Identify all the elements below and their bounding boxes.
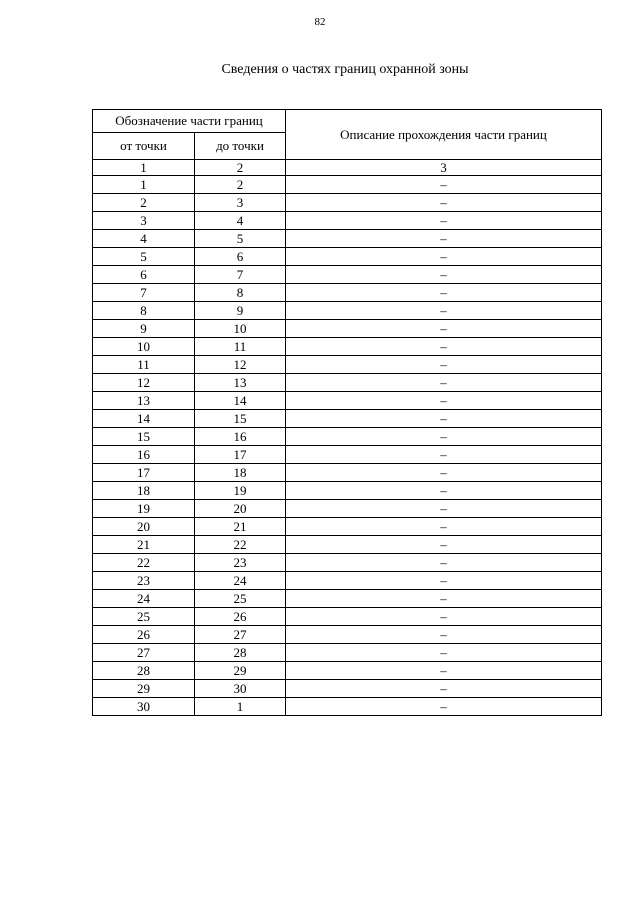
to-point-cell: 4 — [195, 212, 286, 230]
table-row — [93, 284, 602, 302]
table-row — [93, 608, 602, 626]
to-point-cell: 20 — [195, 500, 286, 518]
description-cell: – — [286, 590, 602, 608]
table-row — [93, 428, 602, 446]
from-point-cell: 2 — [93, 194, 195, 212]
table-row — [93, 536, 602, 554]
description-cell: – — [286, 536, 602, 554]
from-point-cell: 9 — [93, 320, 195, 338]
from-point-cell: 17 — [93, 464, 195, 482]
from-point-cell: 5 — [93, 248, 195, 266]
to-point-cell: 7 — [195, 266, 286, 284]
to-point-cell: 5 — [195, 230, 286, 248]
to-point-cell: 28 — [195, 644, 286, 662]
description-cell: – — [286, 428, 602, 446]
table-row — [93, 212, 602, 230]
description-cell: – — [286, 482, 602, 500]
description-cell: – — [286, 626, 602, 644]
page-number: 82 — [314, 16, 326, 28]
to-point-cell: 22 — [195, 536, 286, 554]
table-row — [93, 698, 602, 716]
description-cell: – — [286, 608, 602, 626]
description-cell: – — [286, 284, 602, 302]
from-point-cell: 16 — [93, 446, 195, 464]
table-row — [93, 554, 602, 572]
designation-header: Обозначение части границ — [93, 110, 286, 133]
from-point-cell: 29 — [93, 680, 195, 698]
table-row — [93, 356, 602, 374]
from-point-cell: 8 — [93, 302, 195, 320]
description-cell: – — [286, 410, 602, 428]
table-row — [93, 482, 602, 500]
description-cell: – — [286, 500, 602, 518]
description-cell: – — [286, 302, 602, 320]
table-row — [93, 320, 602, 338]
from-point-cell: 11 — [93, 356, 195, 374]
to-point-cell: 12 — [195, 356, 286, 374]
description-cell: – — [286, 464, 602, 482]
to-point-cell: 9 — [195, 302, 286, 320]
table-row — [93, 590, 602, 608]
from-point-cell: 4 — [93, 230, 195, 248]
from-point-cell: 28 — [93, 662, 195, 680]
to-point-cell: 21 — [195, 518, 286, 536]
from-point-cell: 1 — [93, 176, 195, 194]
to-point-cell: 15 — [195, 410, 286, 428]
description-cell: – — [286, 680, 602, 698]
table-body — [93, 160, 602, 716]
table-row — [93, 302, 602, 320]
to-point-cell: 19 — [195, 482, 286, 500]
from-point-cell: 18 — [93, 482, 195, 500]
table-row — [93, 248, 602, 266]
boundary-parts-table — [92, 109, 602, 716]
to-point-cell: 23 — [195, 554, 286, 572]
to-point-cell: 17 — [195, 446, 286, 464]
table-row — [93, 626, 602, 644]
to-point-cell: 26 — [195, 608, 286, 626]
table-row — [93, 644, 602, 662]
description-cell: – — [286, 194, 602, 212]
document-title: Сведения о частях границ охранной зоны — [221, 62, 469, 77]
from-point-cell: 12 — [93, 374, 195, 392]
to-point-cell: 30 — [195, 680, 286, 698]
from-point-cell: 25 — [93, 608, 195, 626]
description-cell: – — [286, 644, 602, 662]
column-number: 1 — [93, 160, 195, 176]
table-row — [93, 230, 602, 248]
from-point-cell: 6 — [93, 266, 195, 284]
from-point-cell: 20 — [93, 518, 195, 536]
to-point-cell: 13 — [195, 374, 286, 392]
description-cell: – — [286, 248, 602, 266]
description-cell: – — [286, 176, 602, 194]
table-row — [93, 410, 602, 428]
column-number: 3 — [286, 160, 602, 176]
from-point-cell: 24 — [93, 590, 195, 608]
column-number: 2 — [195, 160, 286, 176]
description-cell: – — [286, 230, 602, 248]
table-header — [93, 110, 602, 160]
table-row — [93, 176, 602, 194]
table-row — [93, 680, 602, 698]
table-row — [93, 338, 602, 356]
description-cell: – — [286, 446, 602, 464]
from-point-cell: 30 — [93, 698, 195, 716]
from-point-cell: 7 — [93, 284, 195, 302]
table-row — [93, 500, 602, 518]
from-point-cell: 19 — [93, 500, 195, 518]
table-row — [93, 374, 602, 392]
description-cell: – — [286, 266, 602, 284]
to-point-cell: 1 — [195, 698, 286, 716]
column-number-row — [93, 160, 602, 176]
description-cell: – — [286, 338, 602, 356]
to-point-cell: 16 — [195, 428, 286, 446]
table-row — [93, 266, 602, 284]
to-point-cell: 25 — [195, 590, 286, 608]
to-point-cell: 10 — [195, 320, 286, 338]
from-point-cell: 23 — [93, 572, 195, 590]
to-point-cell: 14 — [195, 392, 286, 410]
table-row — [93, 572, 602, 590]
to-point-cell: 18 — [195, 464, 286, 482]
description-cell: – — [286, 392, 602, 410]
table-row — [93, 464, 602, 482]
from-point-cell: 13 — [93, 392, 195, 410]
from-point-cell: 21 — [93, 536, 195, 554]
to-point-cell: 29 — [195, 662, 286, 680]
description-cell: – — [286, 572, 602, 590]
to-point-header: до точки — [195, 133, 286, 160]
description-cell: – — [286, 320, 602, 338]
to-point-cell: 6 — [195, 248, 286, 266]
description-cell: – — [286, 698, 602, 716]
header-row-1 — [93, 110, 602, 133]
description-cell: – — [286, 356, 602, 374]
description-header: Описание прохождения части границ — [286, 110, 602, 160]
from-point-cell: 14 — [93, 410, 195, 428]
to-point-cell: 24 — [195, 572, 286, 590]
to-point-cell: 8 — [195, 284, 286, 302]
to-point-cell: 11 — [195, 338, 286, 356]
table-row — [93, 392, 602, 410]
table-row — [93, 518, 602, 536]
from-point-header: от точки — [93, 133, 195, 160]
from-point-cell: 3 — [93, 212, 195, 230]
from-point-cell: 10 — [93, 338, 195, 356]
from-point-cell: 26 — [93, 626, 195, 644]
from-point-cell: 22 — [93, 554, 195, 572]
description-cell: – — [286, 554, 602, 572]
to-point-cell: 2 — [195, 176, 286, 194]
description-cell: – — [286, 374, 602, 392]
to-point-cell: 27 — [195, 626, 286, 644]
table-row — [93, 446, 602, 464]
from-point-cell: 27 — [93, 644, 195, 662]
description-cell: – — [286, 662, 602, 680]
description-cell: – — [286, 212, 602, 230]
table-row — [93, 194, 602, 212]
from-point-cell: 15 — [93, 428, 195, 446]
to-point-cell: 3 — [195, 194, 286, 212]
table-row — [93, 662, 602, 680]
description-cell: – — [286, 518, 602, 536]
